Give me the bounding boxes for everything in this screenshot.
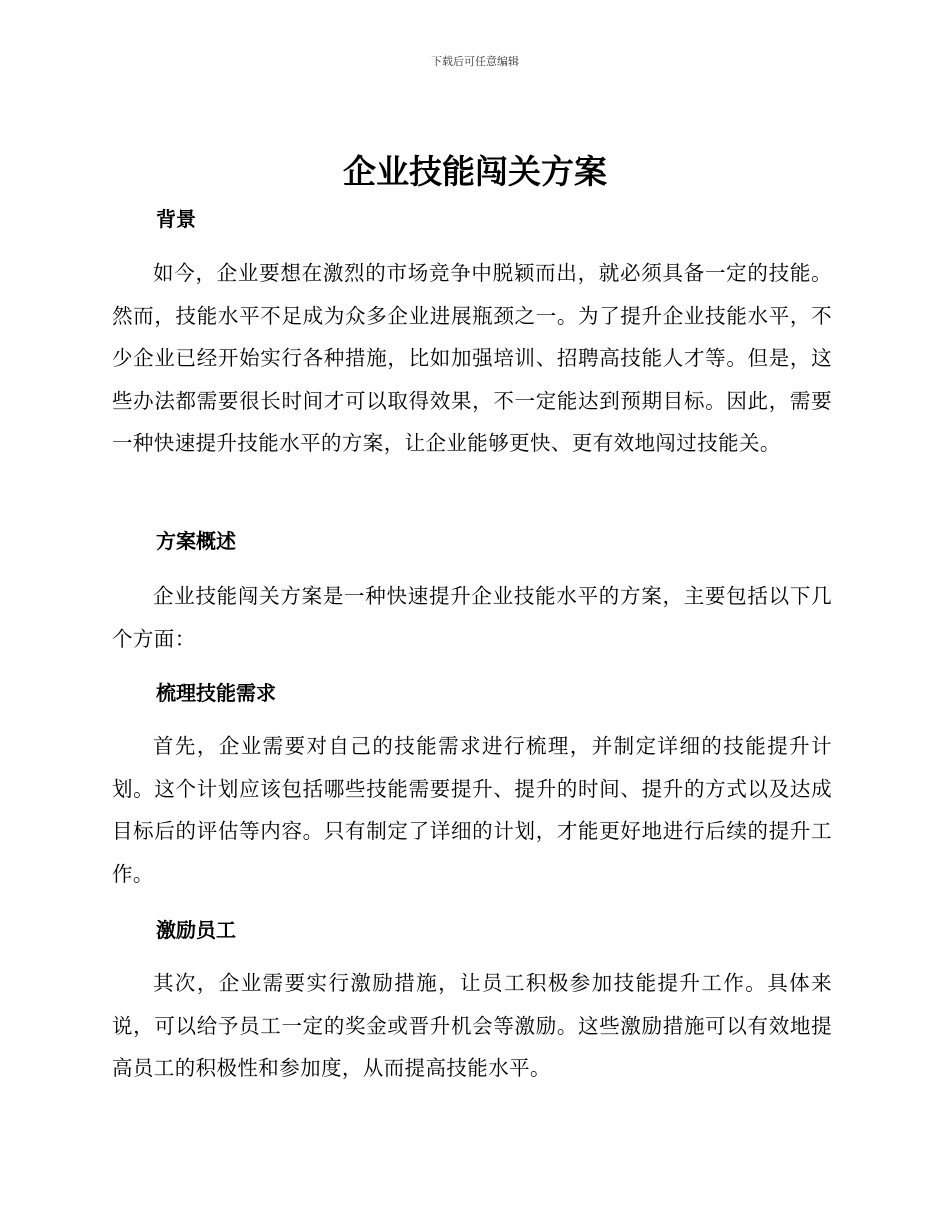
- section-heading-background: 背景: [156, 207, 196, 231]
- page-header-note: 下载后可任意编辑: [431, 55, 519, 68]
- paragraph-overview: 企业技能闯关方案是一种快速提升企业技能水平的方案，主要包括以下几个方面：: [112, 584, 832, 651]
- paragraph-motivate-staff: 其次，企业需要实行激励措施，让员工积极参加技能提升工作。具体来说，可以给予员工一定的奖金或晋升机会等激励。这些激励措施可以有效地提高员工的积极性和参加度，从而提高技能水平。: [112, 971, 832, 1080]
- paragraph-background: 如今，企业要想在激烈的市场竞争中脱颖而出，就必须具备一定的技能。然而，技能水平不足成为众多企业进展瓶颈之一。为了提升企业技能水平，不少企业已经开始实行各种措施，比如加强培训、招聘高技能人才等。但是，这些办法都需要很长时间才可以取得效果，不一定能达到预期目标。因此，需要一种快速提升技能水平的方案，让企业能够更快、更有效地闯过技能关。: [112, 261, 832, 455]
- section-heading-motivate-staff: 激励员工: [156, 918, 236, 942]
- section-heading-skill-needs: 梳理技能需求: [156, 681, 276, 705]
- section-heading-overview: 方案概述: [156, 529, 236, 553]
- paragraph-skill-needs: 首先，企业需要对自己的技能需求进行梳理，并制定详细的技能提升计划。这个计划应该包括哪些技能需要提升、提升的时间、提升的方式以及达成目标后的评估等内容。只有制定了详细的计划，才能更好地进行后续的提升工作。: [112, 734, 832, 886]
- document-title: 企业技能闯关方案: [343, 152, 607, 191]
